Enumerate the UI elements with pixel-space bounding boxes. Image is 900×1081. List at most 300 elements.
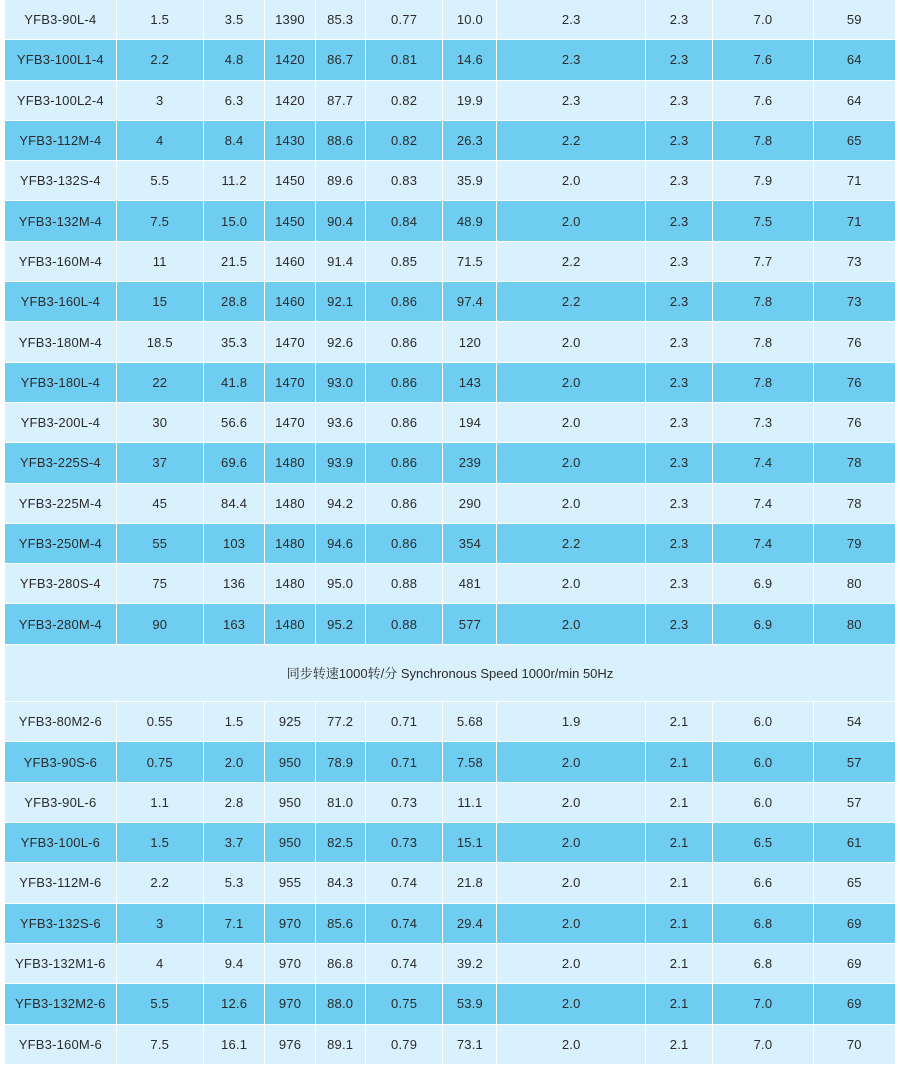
value-cell: 84.4	[204, 484, 266, 524]
value-cell: 2.0	[497, 161, 646, 201]
value-cell: 26.3	[443, 121, 497, 161]
value-cell: 84.3	[316, 863, 366, 903]
value-cell: 0.73	[366, 783, 444, 823]
value-cell: 37	[117, 443, 204, 483]
value-cell: 59	[814, 0, 895, 40]
value-cell: 7.8	[713, 121, 813, 161]
table-row	[5, 322, 895, 362]
table-row	[5, 242, 895, 282]
model-cell: YFB3-160M-6	[5, 1025, 117, 1065]
value-cell: 0.73	[366, 823, 444, 863]
table-row	[5, 604, 895, 644]
value-cell: 0.74	[366, 944, 444, 984]
value-cell: 9.4	[204, 944, 266, 984]
value-cell: 2.3	[646, 322, 713, 362]
value-cell: 73.1	[443, 1025, 497, 1065]
model-cell: YFB3-132M-4	[5, 201, 117, 241]
value-cell: 86.7	[316, 40, 366, 80]
value-cell: 2.3	[646, 524, 713, 564]
value-cell: 2.3	[646, 242, 713, 282]
value-cell: 955	[265, 863, 315, 903]
value-cell: 88.0	[316, 984, 366, 1024]
value-cell: 3.7	[204, 823, 266, 863]
value-cell: 0.55	[117, 702, 204, 742]
value-cell: 1.5	[117, 823, 204, 863]
value-cell: 69	[814, 904, 895, 944]
table-row	[5, 201, 895, 241]
value-cell: 80	[814, 604, 895, 644]
value-cell: 2.0	[497, 1025, 646, 1065]
model-cell: YFB3-100L-6	[5, 823, 117, 863]
value-cell: 0.86	[366, 403, 444, 443]
value-cell: 1390	[265, 0, 315, 40]
table-row	[5, 403, 895, 443]
value-cell: 12.6	[204, 984, 266, 1024]
value-cell: 1460	[265, 242, 315, 282]
value-cell: 2.1	[646, 823, 713, 863]
value-cell: 2.1	[646, 984, 713, 1024]
model-cell: YFB3-280M-4	[5, 604, 117, 644]
value-cell: 1470	[265, 403, 315, 443]
value-cell: 61	[814, 823, 895, 863]
value-cell: 78.9	[316, 742, 366, 782]
value-cell: 2.3	[646, 363, 713, 403]
value-cell: 71	[814, 161, 895, 201]
value-cell: 3	[117, 904, 204, 944]
value-cell: 11.1	[443, 783, 497, 823]
value-cell: 11	[117, 242, 204, 282]
value-cell: 5.68	[443, 702, 497, 742]
value-cell: 65	[814, 863, 895, 903]
value-cell: 69.6	[204, 443, 266, 483]
value-cell: 6.8	[713, 904, 813, 944]
value-cell: 950	[265, 783, 315, 823]
value-cell: 94.6	[316, 524, 366, 564]
table-row	[5, 984, 895, 1024]
model-cell: YFB3-100L2-4	[5, 81, 117, 121]
table-row	[5, 40, 895, 80]
value-cell: 86.8	[316, 944, 366, 984]
value-cell: 6.3	[204, 81, 266, 121]
table-row	[5, 121, 895, 161]
value-cell: 925	[265, 702, 315, 742]
value-cell: 85.3	[316, 0, 366, 40]
section-header-1000rpm: 同步转速1000转/分 Synchronous Speed 1000r/min 50Hz	[5, 645, 895, 702]
value-cell: 2.0	[497, 742, 646, 782]
value-cell: 2.2	[497, 242, 646, 282]
value-cell: 76	[814, 322, 895, 362]
value-cell: 2.0	[497, 984, 646, 1024]
model-cell: YFB3-90L-4	[5, 0, 117, 40]
value-cell: 85.6	[316, 904, 366, 944]
value-cell: 35.3	[204, 322, 266, 362]
value-cell: 7.0	[713, 984, 813, 1024]
value-cell: 71.5	[443, 242, 497, 282]
value-cell: 2.0	[497, 904, 646, 944]
value-cell: 2.1	[646, 702, 713, 742]
value-cell: 15.1	[443, 823, 497, 863]
value-cell: 0.86	[366, 282, 444, 322]
value-cell: 91.4	[316, 242, 366, 282]
value-cell: 1480	[265, 604, 315, 644]
value-cell: 103	[204, 524, 266, 564]
value-cell: 0.74	[366, 904, 444, 944]
value-cell: 89.1	[316, 1025, 366, 1065]
value-cell: 56.6	[204, 403, 266, 443]
value-cell: 2.0	[497, 201, 646, 241]
value-cell: 0.75	[117, 742, 204, 782]
value-cell: 2.1	[646, 863, 713, 903]
value-cell: 2.3	[646, 282, 713, 322]
value-cell: 28.8	[204, 282, 266, 322]
value-cell: 53.9	[443, 984, 497, 1024]
value-cell: 7.0	[713, 0, 813, 40]
value-cell: 2.0	[497, 363, 646, 403]
value-cell: 0.82	[366, 81, 444, 121]
value-cell: 2.3	[646, 201, 713, 241]
value-cell: 4.8	[204, 40, 266, 80]
value-cell: 0.84	[366, 201, 444, 241]
value-cell: 2.0	[497, 484, 646, 524]
value-cell: 64	[814, 81, 895, 121]
value-cell: 3	[117, 81, 204, 121]
value-cell: 0.86	[366, 363, 444, 403]
value-cell: 7.3	[713, 403, 813, 443]
value-cell: 136	[204, 564, 266, 604]
value-cell: 970	[265, 944, 315, 984]
model-cell: YFB3-280S-4	[5, 564, 117, 604]
value-cell: 239	[443, 443, 497, 483]
model-cell: YFB3-160M-4	[5, 242, 117, 282]
value-cell: 1480	[265, 443, 315, 483]
value-cell: 2.3	[497, 0, 646, 40]
value-cell: 22	[117, 363, 204, 403]
value-cell: 87.7	[316, 81, 366, 121]
value-cell: 2.3	[646, 604, 713, 644]
value-cell: 143	[443, 363, 497, 403]
model-cell: YFB3-200L-4	[5, 403, 117, 443]
value-cell: 18.5	[117, 322, 204, 362]
value-cell: 5.5	[117, 984, 204, 1024]
value-cell: 0.83	[366, 161, 444, 201]
value-cell: 80	[814, 564, 895, 604]
value-cell: 0.82	[366, 121, 444, 161]
value-cell: 1.5	[204, 702, 266, 742]
value-cell: 7.5	[117, 1025, 204, 1065]
value-cell: 6.9	[713, 564, 813, 604]
model-cell: YFB3-90L-6	[5, 783, 117, 823]
value-cell: 2.3	[497, 40, 646, 80]
value-cell: 2.3	[646, 564, 713, 604]
value-cell: 2.0	[497, 604, 646, 644]
value-cell: 2.2	[117, 863, 204, 903]
value-cell: 21.5	[204, 242, 266, 282]
model-cell: YFB3-250M-4	[5, 524, 117, 564]
table-row	[5, 81, 895, 121]
table-row	[5, 564, 895, 604]
value-cell: 0.71	[366, 742, 444, 782]
table-row	[5, 1025, 895, 1065]
model-cell: YFB3-80M2-6	[5, 702, 117, 742]
six-pole-rows	[5, 702, 895, 1065]
value-cell: 6.6	[713, 863, 813, 903]
model-cell: YFB3-132M1-6	[5, 944, 117, 984]
value-cell: 29.4	[443, 904, 497, 944]
model-cell: YFB3-132M2-6	[5, 984, 117, 1024]
value-cell: 2.1	[646, 742, 713, 782]
value-cell: 90.4	[316, 201, 366, 241]
value-cell: 7.9	[713, 161, 813, 201]
value-cell: 2.1	[646, 904, 713, 944]
value-cell: 2.2	[497, 121, 646, 161]
table-row	[5, 0, 895, 40]
table-row	[5, 742, 895, 782]
table-row	[5, 904, 895, 944]
value-cell: 0.88	[366, 564, 444, 604]
value-cell: 2.3	[646, 484, 713, 524]
value-cell: 0.74	[366, 863, 444, 903]
value-cell: 35.9	[443, 161, 497, 201]
value-cell: 95.0	[316, 564, 366, 604]
value-cell: 0.77	[366, 0, 444, 40]
model-cell: YFB3-100L1-4	[5, 40, 117, 80]
value-cell: 1480	[265, 564, 315, 604]
value-cell: 4	[117, 121, 204, 161]
motor-spec-table	[5, 0, 895, 1065]
model-cell: YFB3-225M-4	[5, 484, 117, 524]
value-cell: 55	[117, 524, 204, 564]
value-cell: 1480	[265, 484, 315, 524]
table-row	[5, 484, 895, 524]
value-cell: 95.2	[316, 604, 366, 644]
table-row	[5, 443, 895, 483]
model-cell: YFB3-112M-4	[5, 121, 117, 161]
value-cell: 7.5	[713, 201, 813, 241]
table-row	[5, 783, 895, 823]
model-cell: YFB3-180L-4	[5, 363, 117, 403]
value-cell: 21.8	[443, 863, 497, 903]
value-cell: 57	[814, 783, 895, 823]
value-cell: 7.8	[713, 282, 813, 322]
value-cell: 6.8	[713, 944, 813, 984]
value-cell: 0.86	[366, 484, 444, 524]
value-cell: 2.0	[497, 863, 646, 903]
value-cell: 290	[443, 484, 497, 524]
value-cell: 54	[814, 702, 895, 742]
value-cell: 1420	[265, 81, 315, 121]
value-cell: 6.9	[713, 604, 813, 644]
table-row	[5, 282, 895, 322]
value-cell: 0.86	[366, 443, 444, 483]
value-cell: 1.5	[117, 0, 204, 40]
value-cell: 2.3	[497, 81, 646, 121]
value-cell: 6.0	[713, 702, 813, 742]
value-cell: 7.0	[713, 1025, 813, 1065]
value-cell: 2.0	[497, 564, 646, 604]
table-row	[5, 363, 895, 403]
value-cell: 76	[814, 403, 895, 443]
value-cell: 30	[117, 403, 204, 443]
value-cell: 1450	[265, 161, 315, 201]
table-row	[5, 524, 895, 564]
value-cell: 2.0	[204, 742, 266, 782]
value-cell: 2.3	[646, 121, 713, 161]
value-cell: 71	[814, 201, 895, 241]
value-cell: 7.4	[713, 524, 813, 564]
value-cell: 2.2	[117, 40, 204, 80]
model-cell: YFB3-180M-4	[5, 322, 117, 362]
value-cell: 0.79	[366, 1025, 444, 1065]
value-cell: 92.6	[316, 322, 366, 362]
value-cell: 1420	[265, 40, 315, 80]
value-cell: 194	[443, 403, 497, 443]
value-cell: 78	[814, 443, 895, 483]
value-cell: 73	[814, 282, 895, 322]
value-cell: 7.4	[713, 443, 813, 483]
value-cell: 2.0	[497, 322, 646, 362]
value-cell: 1450	[265, 201, 315, 241]
value-cell: 41.8	[204, 363, 266, 403]
table-row	[5, 702, 895, 742]
value-cell: 4	[117, 944, 204, 984]
model-cell: YFB3-90S-6	[5, 742, 117, 782]
value-cell: 1.9	[497, 702, 646, 742]
value-cell: 970	[265, 984, 315, 1024]
value-cell: 39.2	[443, 944, 497, 984]
value-cell: 950	[265, 823, 315, 863]
value-cell: 163	[204, 604, 266, 644]
value-cell: 88.6	[316, 121, 366, 161]
value-cell: 16.1	[204, 1025, 266, 1065]
model-cell: YFB3-225S-4	[5, 443, 117, 483]
value-cell: 93.9	[316, 443, 366, 483]
value-cell: 2.0	[497, 823, 646, 863]
value-cell: 92.1	[316, 282, 366, 322]
value-cell: 93.0	[316, 363, 366, 403]
value-cell: 7.6	[713, 40, 813, 80]
value-cell: 7.8	[713, 363, 813, 403]
value-cell: 0.75	[366, 984, 444, 1024]
value-cell: 7.1	[204, 904, 266, 944]
value-cell: 7.5	[117, 201, 204, 241]
value-cell: 94.2	[316, 484, 366, 524]
value-cell: 950	[265, 742, 315, 782]
value-cell: 82.5	[316, 823, 366, 863]
value-cell: 2.3	[646, 40, 713, 80]
value-cell: 7.8	[713, 322, 813, 362]
value-cell: 2.3	[646, 0, 713, 40]
value-cell: 75	[117, 564, 204, 604]
value-cell: 65	[814, 121, 895, 161]
value-cell: 354	[443, 524, 497, 564]
value-cell: 64	[814, 40, 895, 80]
value-cell: 8.4	[204, 121, 266, 161]
value-cell: 1470	[265, 322, 315, 362]
value-cell: 2.0	[497, 443, 646, 483]
value-cell: 14.6	[443, 40, 497, 80]
value-cell: 48.9	[443, 201, 497, 241]
value-cell: 5.3	[204, 863, 266, 903]
value-cell: 89.6	[316, 161, 366, 201]
value-cell: 15	[117, 282, 204, 322]
value-cell: 10.0	[443, 0, 497, 40]
value-cell: 2.8	[204, 783, 266, 823]
value-cell: 3.5	[204, 0, 266, 40]
value-cell: 0.88	[366, 604, 444, 644]
value-cell: 73	[814, 242, 895, 282]
value-cell: 1460	[265, 282, 315, 322]
value-cell: 78	[814, 484, 895, 524]
value-cell: 6.0	[713, 783, 813, 823]
value-cell: 1430	[265, 121, 315, 161]
value-cell: 2.0	[497, 783, 646, 823]
value-cell: 79	[814, 524, 895, 564]
value-cell: 2.3	[646, 161, 713, 201]
value-cell: 0.71	[366, 702, 444, 742]
value-cell: 1.1	[117, 783, 204, 823]
value-cell: 6.5	[713, 823, 813, 863]
value-cell: 7.7	[713, 242, 813, 282]
value-cell: 970	[265, 904, 315, 944]
value-cell: 7.4	[713, 484, 813, 524]
value-cell: 577	[443, 604, 497, 644]
value-cell: 0.86	[366, 322, 444, 362]
value-cell: 97.4	[443, 282, 497, 322]
value-cell: 2.1	[646, 783, 713, 823]
value-cell: 81.0	[316, 783, 366, 823]
table-row	[5, 161, 895, 201]
value-cell: 76	[814, 363, 895, 403]
value-cell: 70	[814, 1025, 895, 1065]
four-pole-rows	[5, 0, 895, 645]
value-cell: 2.0	[497, 944, 646, 984]
model-cell: YFB3-112M-6	[5, 863, 117, 903]
value-cell: 69	[814, 944, 895, 984]
value-cell: 19.9	[443, 81, 497, 121]
value-cell: 6.0	[713, 742, 813, 782]
value-cell: 2.3	[646, 81, 713, 121]
value-cell: 2.0	[497, 403, 646, 443]
value-cell: 2.3	[646, 403, 713, 443]
value-cell: 57	[814, 742, 895, 782]
model-cell: YFB3-160L-4	[5, 282, 117, 322]
value-cell: 2.1	[646, 1025, 713, 1065]
value-cell: 7.58	[443, 742, 497, 782]
value-cell: 1470	[265, 363, 315, 403]
table-row	[5, 823, 895, 863]
value-cell: 93.6	[316, 403, 366, 443]
value-cell: 45	[117, 484, 204, 524]
value-cell: 120	[443, 322, 497, 362]
value-cell: 481	[443, 564, 497, 604]
value-cell: 2.2	[497, 524, 646, 564]
model-cell: YFB3-132S-6	[5, 904, 117, 944]
value-cell: 69	[814, 984, 895, 1024]
value-cell: 2.1	[646, 944, 713, 984]
value-cell: 11.2	[204, 161, 266, 201]
value-cell: 0.81	[366, 40, 444, 80]
value-cell: 2.2	[497, 282, 646, 322]
model-cell: YFB3-132S-4	[5, 161, 117, 201]
value-cell: 0.86	[366, 524, 444, 564]
value-cell: 7.6	[713, 81, 813, 121]
value-cell: 0.85	[366, 242, 444, 282]
table-row	[5, 863, 895, 903]
value-cell: 90	[117, 604, 204, 644]
value-cell: 976	[265, 1025, 315, 1065]
value-cell: 5.5	[117, 161, 204, 201]
table-row	[5, 944, 895, 984]
